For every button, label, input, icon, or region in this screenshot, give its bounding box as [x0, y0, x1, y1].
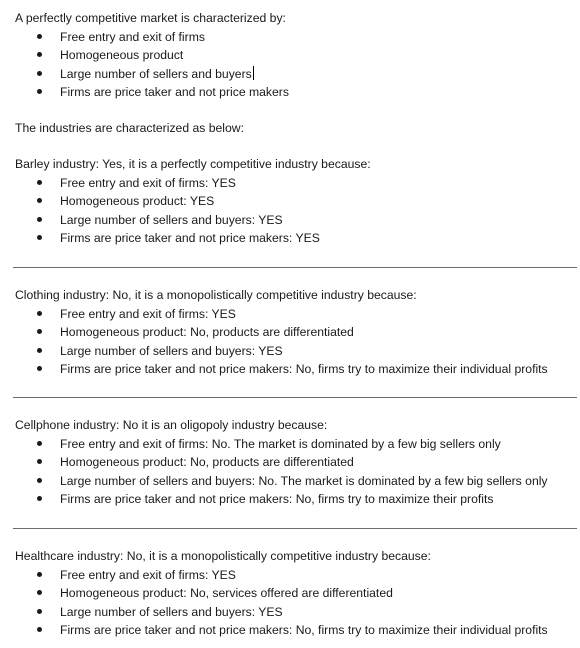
bullet-icon [37, 366, 42, 371]
cellphone-item: Large number of sellers and buyers: No. The market is dominated by a few big sellers only [60, 474, 548, 488]
section-divider [13, 528, 577, 529]
barley-item: Free entry and exit of firms: YES [60, 176, 236, 190]
section-heading-cellphone: Cellphone industry: No it is an oligopoly industry because: [15, 418, 328, 432]
bullet-icon [37, 441, 42, 446]
bullet-icon [37, 311, 42, 316]
intro-item: Firms are price taker and not price makers [60, 85, 289, 99]
intro-item: Homogeneous product [60, 48, 184, 62]
intro-heading: A perfectly competitive market is characterized by: [15, 11, 286, 25]
cellphone-item: Free entry and exit of firms: No. The market is dominated by a few big sellers only [60, 437, 501, 451]
text-cursor [253, 66, 254, 80]
intro-item: Free entry and exit of firms [60, 30, 205, 44]
bullet-icon [37, 627, 42, 632]
clothing-item: Homogeneous product: No, products are differentiated [60, 325, 354, 339]
clothing-item: Firms are price taker and not price makers: No, firms try to maximize their individual profits [60, 362, 548, 376]
section-heading-barley: Barley industry: Yes, it is a perfectly competitive industry because: [15, 157, 371, 171]
cellphone-item: Firms are price taker and not price makers: No, firms try to maximize their profits [60, 492, 494, 506]
bullet-icon [37, 71, 42, 76]
intro-item: Large number of sellers and buyers [60, 67, 252, 81]
industries-intro: The industries are characterized as below: [15, 121, 244, 135]
intro-item-with-cursor [60, 65, 254, 83]
section-divider [13, 397, 577, 398]
section-heading-clothing: Clothing industry: No, it is a monopolistically competitive industry because: [15, 288, 417, 302]
bullet-icon [37, 572, 42, 577]
bullet-icon [37, 329, 42, 334]
bullet-icon [37, 496, 42, 501]
bullet-icon [37, 217, 42, 222]
clothing-item: Large number of sellers and buyers: YES [60, 344, 283, 358]
bullet-icon [37, 590, 42, 595]
bullet-icon [37, 34, 42, 39]
bullet-icon [37, 198, 42, 203]
section-heading-healthcare: Healthcare industry: No, it is a monopolistically competitive industry because: [15, 549, 431, 563]
healthcare-item: Firms are price taker and not price makers: No, firms try to maximize their individual profits [60, 623, 548, 637]
bullet-icon [37, 478, 42, 483]
bullet-icon [37, 459, 42, 464]
barley-item: Large number of sellers and buyers: YES [60, 213, 283, 227]
bullet-icon [37, 235, 42, 240]
healthcare-item: Free entry and exit of firms: YES [60, 568, 236, 582]
bullet-icon [37, 89, 42, 94]
cellphone-item: Homogeneous product: No, products are differentiated [60, 455, 354, 469]
barley-item: Firms are price taker and not price makers: YES [60, 231, 320, 245]
bullet-icon [37, 180, 42, 185]
clothing-item: Free entry and exit of firms: YES [60, 307, 236, 321]
healthcare-item: Large number of sellers and buyers: YES [60, 605, 283, 619]
bullet-icon [37, 52, 42, 57]
section-divider [13, 267, 577, 268]
barley-item: Homogeneous product: YES [60, 194, 215, 208]
bullet-icon [37, 609, 42, 614]
bullet-icon [37, 348, 42, 353]
healthcare-item: Homogeneous product: No, services offered are differentiated [60, 586, 393, 600]
